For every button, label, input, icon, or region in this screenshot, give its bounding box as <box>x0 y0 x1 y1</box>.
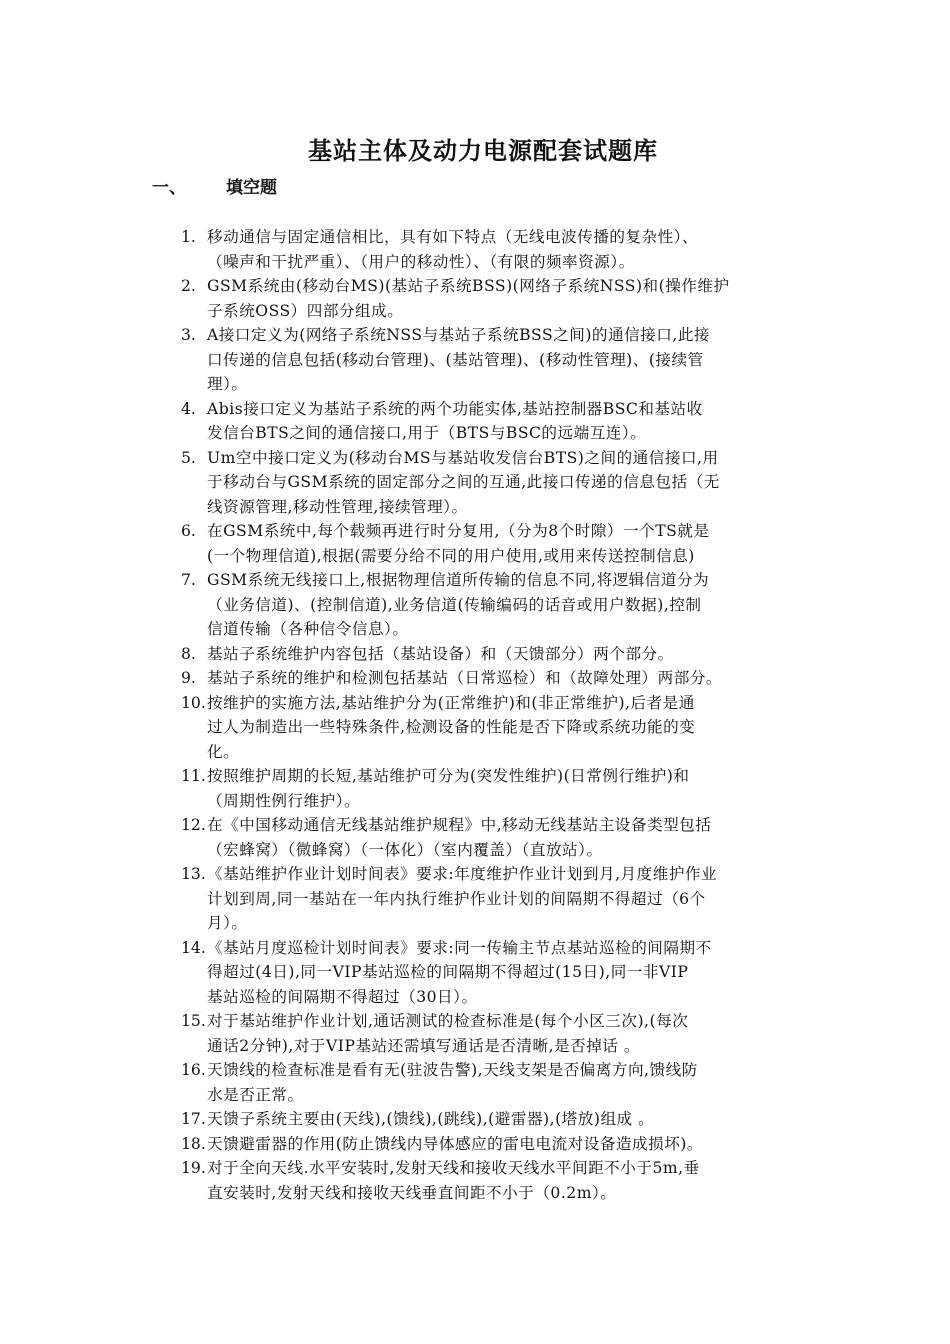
question-item <box>166 1156 812 1205</box>
question-number-label: 9. <box>181 669 196 687</box>
question-number <box>166 397 207 422</box>
question-number-label: 3. <box>181 326 196 344</box>
question-number <box>166 813 207 838</box>
question-number <box>166 642 207 667</box>
question-text: 天馈线的检查标准是看有无(驻波告警),天线支架是否偏离方向,馈线防 水是否正常。 <box>207 1061 698 1104</box>
question-text: 对于全向天线.水平安装时,发射天线和接收天线水平间距不小于5m,垂 直安装时,发射天线和接收天线垂直间距不小于（0.2m）。 <box>207 1159 700 1202</box>
question-number <box>166 446 207 471</box>
question-item <box>166 1009 812 1058</box>
question-text: GSM系统由(移动台MS)(基站子系统BSS)(网络子系统NSS)和(操作维护 子系统OSS）四部分组成。 <box>207 277 730 320</box>
question-text: 按维护的实施方法,基站维护分为(正常维护)和(非正常维护),后者是通 过人为制造出一些特殊条件,检测设备的性能是否下降或系统功能的变 化。 <box>207 693 696 761</box>
question-text: 天馈子系统主要由(天线),(馈线),(跳线),(避雷器),(塔放)组成 。 <box>207 1110 655 1128</box>
question-item <box>166 225 812 274</box>
question-number <box>166 862 207 887</box>
question-item <box>166 568 812 642</box>
question-number-label: 1. <box>181 228 196 246</box>
question-number-label: 14. <box>181 938 206 957</box>
question-number <box>166 666 207 691</box>
question-item <box>166 1132 812 1157</box>
question-item <box>166 862 812 936</box>
question-number-label: 8. <box>181 644 196 663</box>
question-text: 按照维护周期的长短,基站维护可分为(突发性维护)(日常例行维护)和 （周期性例行维护）。 <box>207 767 690 810</box>
question-number <box>166 274 207 299</box>
document-title: 基站主体及动力电源配套试题库 <box>308 136 658 165</box>
question-item <box>166 691 812 765</box>
section-heading <box>152 176 277 200</box>
question-item <box>166 642 812 667</box>
question-number-label: 5. <box>181 448 196 467</box>
question-number <box>166 936 207 961</box>
question-item <box>166 1107 812 1132</box>
question-text: 在GSM系统中,每个载频再进行时分复用,（分为8个时隙）一个TS就是 (一个物理信道),根据(需要分给不同的用户使用,或用来传送控制信息) <box>207 522 710 565</box>
question-number-label: 2. <box>181 277 196 295</box>
question-number <box>166 1132 207 1157</box>
question-number <box>166 1107 207 1132</box>
question-item <box>166 519 812 568</box>
section-number: 一、 <box>152 178 186 198</box>
section-title: 填空题 <box>226 178 277 198</box>
question-text: 基站子系统的维护和检测包括基站（日常巡检）和（故障处理）两部分。 <box>207 669 723 687</box>
question-item <box>166 397 812 446</box>
question-number-label: 6. <box>181 522 196 540</box>
question-number-label: 15. <box>181 1012 206 1030</box>
question-number-label: 19. <box>181 1159 206 1177</box>
question-item <box>166 936 812 1010</box>
question-number <box>166 323 207 348</box>
question-number <box>166 691 207 716</box>
question-number-label: 4. <box>181 399 196 418</box>
question-item <box>166 1058 812 1107</box>
question-number <box>166 764 207 789</box>
question-text: 《基站月度巡检计划时间表》要求:同一传输主节点基站巡检的间隔期不 得超过(4日),同一VIP基站巡检的间隔期不得超过(15日),同一非VIP 基站巡检的间隔期不得超过（30日）。 <box>207 938 712 1006</box>
question-text: GSM系统无线接口上,根据物理信道所传输的信息不同,将逻辑信道分为 （业务信道)、(控制信道),业务信道(传输编码的话音或用户数据),控制 信道传输（各种信令信息）。 <box>207 571 710 638</box>
question-item <box>166 274 812 323</box>
question-number-label: 13. <box>181 865 206 883</box>
question-item <box>166 764 812 813</box>
question-text: 在《中国移动通信无线基站维护规程》中,移动无线基站主设备类型包括 （宏蜂窝）（微蜂窝）（一体化）（室内覆盖）（直放站）。 <box>207 816 712 859</box>
question-list <box>166 225 812 1205</box>
question-text: 天馈避雷器的作用(防止馈线内导体感应的雷电电流对设备造成损坏)。 <box>207 1134 703 1153</box>
question-text: Abis接口定义为基站子系统的两个功能实体,基站控制器BSC和基站收 发信台BTS之间的通信接口,用于（BTS与BSC的远端互连）。 <box>207 399 703 442</box>
question-number-label: 11. <box>181 767 206 785</box>
question-number-label: 16. <box>181 1061 206 1079</box>
question-number-label: 10. <box>181 693 206 712</box>
question-item <box>166 666 812 691</box>
question-number <box>166 519 207 544</box>
question-text: Um空中接口定义为(移动台MS与基站收发信台BTS)之间的通信接口,用 于移动台与GSM系统的固定部分之间的互通,此接口传递的信息包括（无 线资源管理,移动性管理,接续管理）。 <box>207 448 720 516</box>
question-text: 对于基站维护作业计划,通话测试的检查标准是(每个小区三次),(每次 通话2分钟),对于VIP基站还需填写通话是否清晰,是否掉话 。 <box>207 1012 689 1055</box>
question-item <box>166 323 812 397</box>
question-number <box>166 1009 207 1034</box>
question-number-label: 12. <box>181 816 206 834</box>
question-number <box>166 1156 207 1181</box>
question-number <box>166 568 207 593</box>
question-item <box>166 813 812 862</box>
question-text: 《基站维护作业计划时间表》要求:年度维护作业计划到月,月度维护作业 计划到周,同一基站在一年内执行维护作业计划的间隔期不得超过（6个 月）。 <box>207 865 718 932</box>
question-number-label: 7. <box>181 571 196 589</box>
question-number-label: 17. <box>181 1110 206 1128</box>
question-text: A接口定义为(网络子系统NSS与基站子系统BSS之间)的通信接口,此接 口传递的信息包括(移动台管理)、(基站管理)、(移动性管理)、(接续管 理）。 <box>207 326 711 393</box>
question-number <box>166 1058 207 1083</box>
question-number <box>166 225 207 250</box>
question-text: 基站子系统维护内容包括（基站设备）和（天馈部分）两个部分。 <box>207 644 674 663</box>
question-number-label: 18. <box>181 1134 206 1153</box>
question-item <box>166 446 812 520</box>
question-text: 移动通信与固定通信相比，具有如下特点（无线电波传播的复杂性）、 （噪声和干扰严重）、（用户的移动性）、（有限的频率资源）。 <box>207 228 699 271</box>
